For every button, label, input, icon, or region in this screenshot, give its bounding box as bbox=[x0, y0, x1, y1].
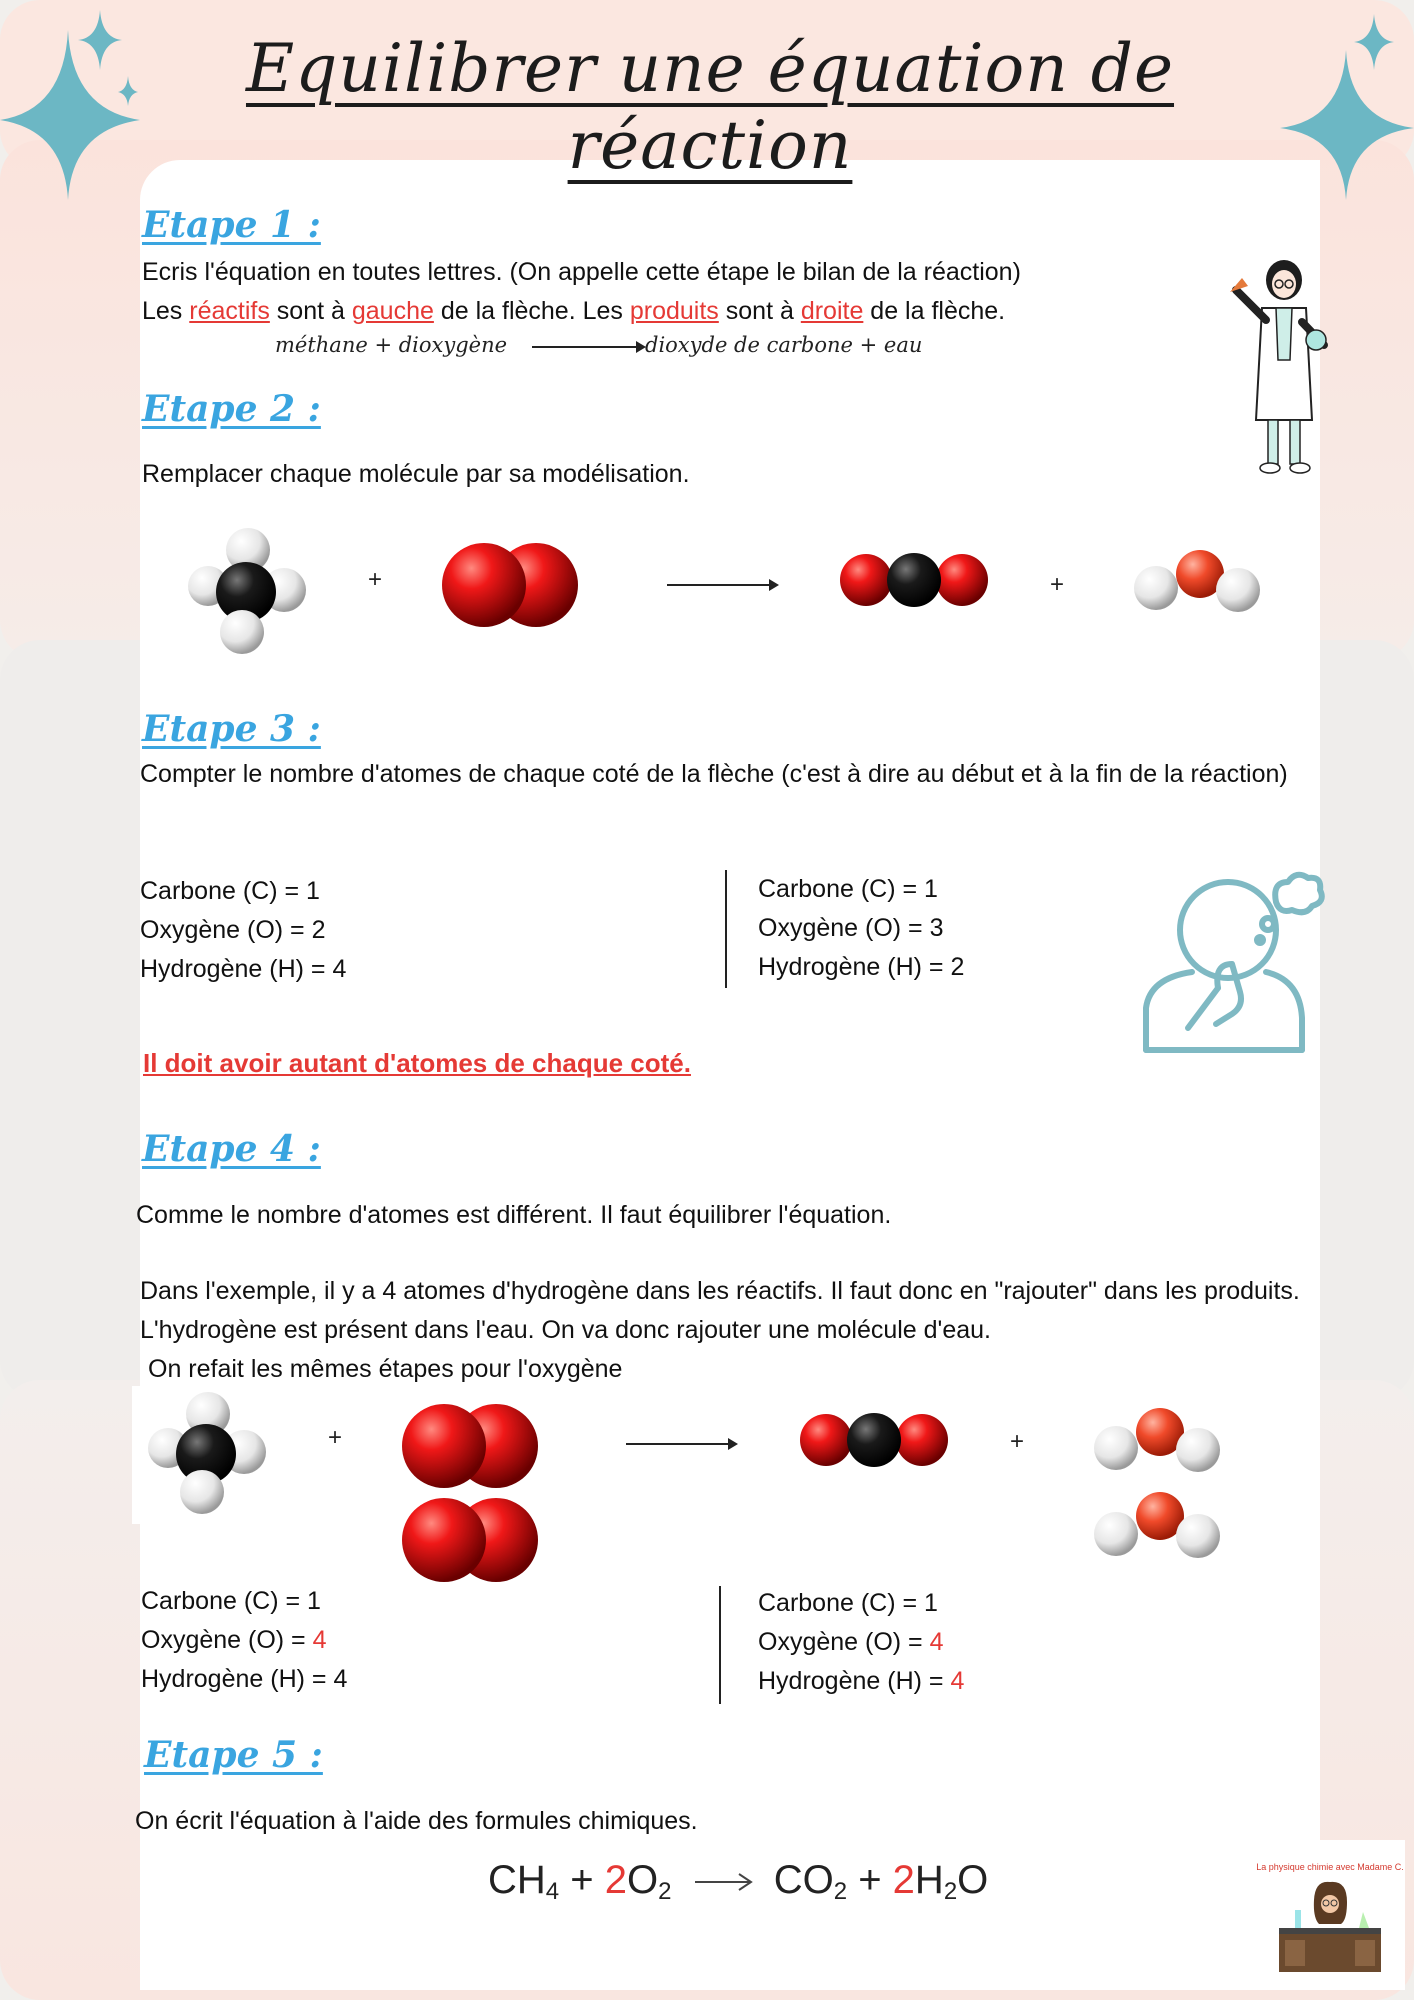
plus-sign: + bbox=[328, 1424, 343, 1451]
separator-line bbox=[725, 870, 727, 988]
dioxygen-model bbox=[390, 1396, 550, 1496]
step3-text: Compter le nombre d'atomes de chaque coté de la flèche (c'est à dire au début et à la fin de la réaction) bbox=[140, 760, 1288, 788]
step1-line1: Ecris l'équation en toutes lettres. (On appelle cette étape le bilan de la réaction) bbox=[142, 258, 1021, 286]
text: sont à bbox=[269, 297, 352, 325]
reaction-arrow bbox=[626, 1443, 736, 1445]
water-model bbox=[1078, 1486, 1234, 1570]
dioxygen-model bbox=[430, 532, 590, 638]
methane-model bbox=[172, 520, 324, 666]
step1-line2 bbox=[142, 292, 1005, 331]
water-model bbox=[1118, 540, 1272, 626]
text: de la flèche. bbox=[863, 297, 1006, 325]
value: 4 bbox=[312, 1626, 327, 1654]
text: H bbox=[914, 1858, 944, 1902]
step4-text1: Comme le nombre d'atomes est différent. Il faut équilibrer l'équation. bbox=[136, 1201, 892, 1229]
value: 1 bbox=[924, 1589, 938, 1617]
step4-text3: On refait les mêmes étapes pour l'oxygène bbox=[148, 1355, 623, 1383]
word-equation-arrow bbox=[532, 346, 644, 348]
word-equation-left: méthane + dioxygène bbox=[275, 333, 508, 357]
rule-warning: Il doit avoir autant d'atomes de chaque coté. bbox=[143, 1048, 691, 1078]
step3-heading: Etape 3 : bbox=[142, 708, 321, 750]
carbon-dioxide-model bbox=[796, 1408, 952, 1472]
text: + bbox=[847, 1858, 893, 1902]
thinking-person-icon bbox=[1136, 868, 1326, 1058]
dioxygen-model bbox=[390, 1490, 550, 1590]
label: Carbone (C) = bbox=[758, 1589, 925, 1617]
step2-text: Remplacer chaque molécule par sa modélisation. bbox=[142, 460, 690, 488]
label: Hydrogène (H) = bbox=[141, 1665, 334, 1693]
hydrogen-count: Hydrogène (H) = 4 bbox=[140, 955, 347, 983]
text: CH bbox=[488, 1858, 546, 1902]
step4-text2: Dans l'exemple, il y a 4 atomes d'hydrogène dans les réactifs. Il faut donc en "rajouter" dans les produits. L'hydrogène est présent dans l'eau. On va donc rajouter une molécule d'eau. bbox=[140, 1277, 1300, 1344]
text: O bbox=[957, 1858, 989, 1902]
subscript: 4 bbox=[545, 1878, 560, 1905]
step4-left-counts bbox=[141, 1582, 347, 1699]
oxygen-count bbox=[141, 1621, 347, 1660]
logo-text: La physique chimie avec Madame C. bbox=[1256, 1862, 1404, 1872]
carbon-count: Carbone (C) = 1 bbox=[758, 875, 938, 903]
hydrogen-count bbox=[141, 1660, 347, 1699]
word-equation-right: dioxyde de carbone + eau bbox=[645, 333, 923, 357]
page-title: Equilibrer une équation de réaction bbox=[245, 30, 1175, 184]
value: 4 bbox=[333, 1665, 348, 1693]
oxygen-count bbox=[758, 1623, 964, 1662]
label: Oxygène (O) = bbox=[758, 1628, 930, 1656]
gauche-word: gauche bbox=[351, 297, 434, 325]
methane-model bbox=[132, 1386, 284, 1524]
step5-text: On écrit l'équation à l'aide des formules chimiques. bbox=[135, 1807, 698, 1835]
sparkle-star-icon bbox=[0, 10, 150, 200]
value: 4 bbox=[929, 1628, 944, 1656]
madame-c-logo bbox=[1255, 1840, 1405, 1990]
hydrogen-count bbox=[758, 1662, 964, 1701]
step1-heading: Etape 1 : bbox=[142, 204, 321, 246]
label: Hydrogène (H) = bbox=[758, 1667, 951, 1695]
text: Les bbox=[142, 297, 190, 325]
step3-left-counts bbox=[140, 872, 346, 989]
label: Carbone (C) = bbox=[141, 1587, 308, 1615]
plus-sign: + bbox=[1010, 1428, 1025, 1455]
subscript: 2 bbox=[943, 1878, 958, 1905]
separator-line bbox=[719, 1586, 721, 1704]
step4-right-counts bbox=[758, 1584, 964, 1701]
carbon-count bbox=[758, 1584, 964, 1623]
value: 1 bbox=[307, 1587, 321, 1615]
text: de la flèche. Les bbox=[433, 297, 630, 325]
step5-heading: Etape 5 : bbox=[144, 1734, 323, 1776]
subscript: 2 bbox=[833, 1878, 848, 1905]
water-model bbox=[1078, 1400, 1234, 1484]
scientist-illustration bbox=[1228, 250, 1338, 480]
carbon-dioxide-model bbox=[836, 548, 992, 612]
text: + bbox=[559, 1858, 605, 1902]
text: sont à bbox=[718, 297, 801, 325]
plus-sign: + bbox=[1050, 571, 1065, 598]
text: O bbox=[626, 1858, 659, 1902]
arrow-icon bbox=[691, 1871, 755, 1893]
step4-heading: Etape 4 : bbox=[142, 1128, 321, 1170]
oxygen-count: Oxygène (O) = 3 bbox=[758, 914, 944, 942]
value: 4 bbox=[950, 1667, 965, 1695]
carbon-count: Carbone (C) = 1 bbox=[140, 877, 320, 905]
plus-sign: + bbox=[368, 566, 383, 593]
reaction-arrow bbox=[667, 584, 777, 586]
droite-word: droite bbox=[800, 297, 864, 325]
reactifs-word: réactifs bbox=[189, 297, 270, 325]
balanced-equation bbox=[488, 1858, 988, 1906]
step2-heading: Etape 2 : bbox=[142, 388, 321, 430]
step3-right-counts bbox=[758, 870, 964, 987]
produits-word: produits bbox=[629, 297, 719, 325]
oxygen-count: Oxygène (O) = 2 bbox=[140, 916, 326, 944]
text: CO bbox=[773, 1858, 834, 1902]
subscript: 2 bbox=[658, 1878, 672, 1905]
hydrogen-count: Hydrogène (H) = 2 bbox=[758, 953, 965, 981]
label: Oxygène (O) = bbox=[141, 1626, 313, 1654]
coefficient: 2 bbox=[604, 1858, 627, 1902]
carbon-count bbox=[141, 1582, 347, 1621]
sparkle-star-icon bbox=[1270, 10, 1414, 200]
coefficient: 2 bbox=[892, 1858, 915, 1902]
